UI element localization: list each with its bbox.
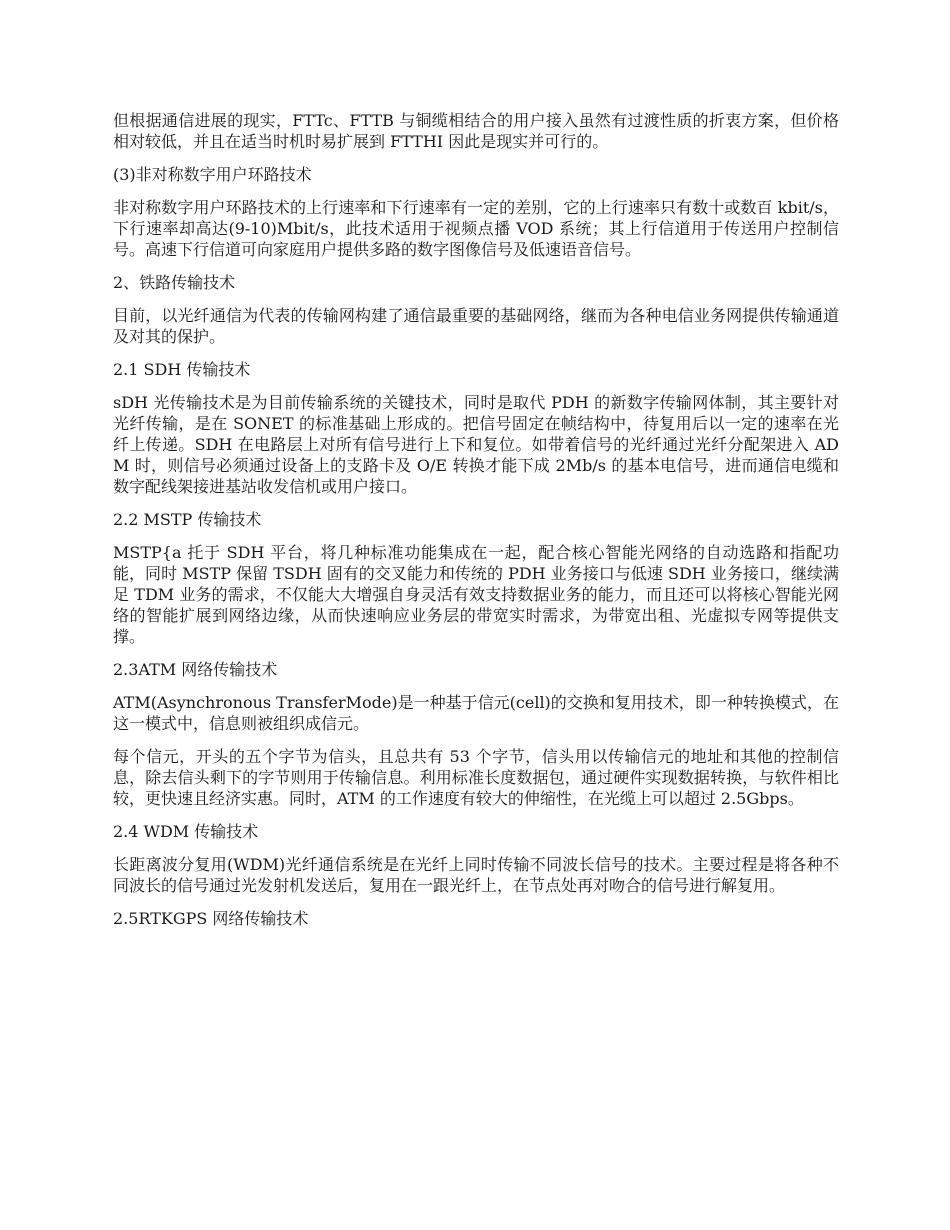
paragraph-fttx-access: 但根据通信进展的现实，FTTc、FTTB 与铜缆相结合的用户接入虽然有过渡性质的折衷方案，但价格相对较低，并且在适当时机时易扩展到 FTTHI 因此是现实并可行的。 — [113, 111, 839, 151]
heading-atm: 2.3ATM 网络传输技术 — [113, 660, 278, 679]
paragraph-wdm: 长距离波分复用(WDM)光纤通信系统是在光纤上同时传输不同波长信号的技术。主要过程是将各种不同波长的信号通过光发射机发送后，复用在一跟光纤上，在节点处再对吻合的信号进行解复用。 — [113, 855, 839, 895]
paragraph-asymmetric-dsl: 非对称数字用户环路技术的上行速率和下行速率有一定的差别，它的上行速率只有数十或数百 kbit/s，下行速率却高达(9-10)Mbit/s，此技术适用于视频点播 VOD 系统；其上行信道用于传送用户控制信号。高速下行信道可向家庭用户提供多路的数字图像信号及低速语音信号。 — [113, 198, 839, 259]
heading-mstp: 2.2 MSTP 传输技术 — [113, 510, 262, 529]
document-page — [113, 110, 839, 941]
paragraph-atm-definition: ATM(Asynchronous TransferMode)是一种基于信元(cell)的交换和复用技术，即一种转换模式，在这一模式中，信息则被组织成信元。 — [113, 693, 839, 733]
heading-asymmetric-dsl: (3)非对称数字用户环路技术 — [113, 165, 312, 184]
paragraph-mstp: MSTP{a 托于 SDH 平台，将几种标准功能集成在一起，配合核心智能光网络的自动选路和指配功能，同时 MSTP 保留 TSDH 固有的交叉能力和传统的 PDH 业务接口与低速 SDH 业务接口，继续满足 TDM 业务的需求，不仅能大大增强自身灵活有效支持数据业务的能力，而且还可以将核心智能光网络的智能扩展到网络边缘，从而快速响应业务层的带宽实时需求，为带宽出租、光虚拟专网等提供支撑。 — [113, 543, 839, 646]
heading-wdm: 2.4 WDM 传输技术 — [113, 822, 259, 841]
paragraph-atm-cells: 每个信元，开头的五个字节为信头，且总共有 53 个字节，信头用以传输信元的地址和其他的控制信息，除去信头剩下的字节则用于传输信息。利用标准长度数据包，通过硬件实现数据转换，与软件相比较，更快速且经济实惠。同时，ATM 的工作速度有较大的伸缩性，在光缆上可以超过 2.5Gbps。 — [113, 747, 839, 808]
heading-sdh: 2.1 SDH 传输技术 — [113, 360, 251, 379]
heading-rtkgps: 2.5RTKGPS 网络传输技术 — [113, 909, 309, 928]
heading-railway-transmission: 2、铁路传输技术 — [113, 273, 236, 292]
paragraph-sdh: sDH 光传输技术是为目前传输系统的关键技术，同时是取代 PDH 的新数字传输网体制，其主要针对光纤传输，是在 SONET 的标准基础上形成的。把信号固定在帧结构中，待复用后以一定的速率在光纤上传递。SDH 在电路层上对所有信号进行上下和复位。如带着信号的光纤通过光纤分配架进入 ADM 时，则信号必须通过设备上的支路卡及 O/E 转换才能下成 2Mb/s 的基本电信号，进而通信电缆和数字配线架接进基站收发信机或用户接口。 — [113, 393, 839, 496]
paragraph-optical-network: 目前，以光纤通信为代表的传输网构建了通信最重要的基础网络，继而为各种电信业务网提供传输通道及对其的保护。 — [113, 306, 839, 346]
